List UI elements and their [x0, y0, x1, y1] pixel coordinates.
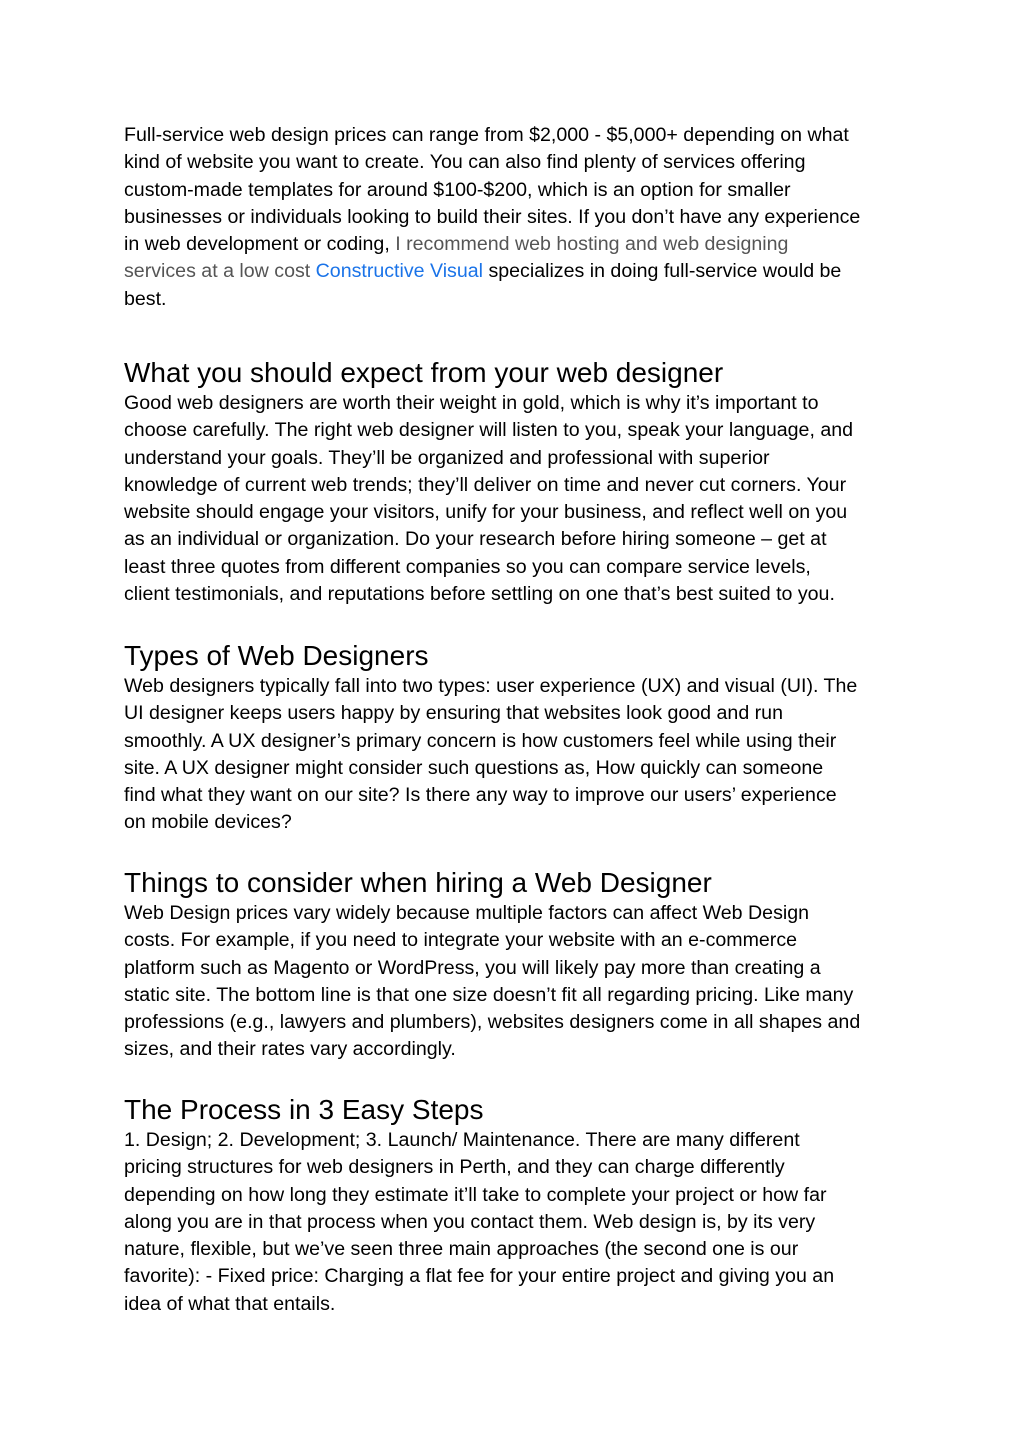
intro-gray-text: I recommend web hosting and web designing [395, 233, 789, 256]
intro-line-5 [124, 231, 860, 258]
section-heading: The Process in 3 Easy Steps [124, 1094, 484, 1125]
paragraph-line: understand your goals. They’ll be organized and professional with superior [124, 446, 770, 469]
paragraph-line: website should engage your visitors, unify for your business, and reflect well on you [124, 501, 848, 524]
section-types [124, 638, 857, 837]
section-expect [124, 355, 853, 608]
paragraph-line: as an individual or organization. Do your research before hiring someone – get at [124, 528, 827, 551]
paragraph-line: platform such as Magento or WordPress, you will likely pay more than creating a [124, 956, 821, 979]
paragraph-line: least three quotes from different companies so you can compare service levels, [124, 555, 811, 578]
paragraph-line: Web Design prices vary widely because multiple factors can affect Web Design [124, 902, 810, 924]
section-process [124, 1092, 834, 1318]
paragraph-line: professions (e.g., lawyers and plumbers), websites designers come in all shapes and [124, 1011, 861, 1034]
paragraph-line: UI designer keeps users happy by ensuring that websites look good and run [124, 702, 783, 725]
paragraph-line: idea of what that entails. [124, 1292, 336, 1315]
intro-line-5-text: in web development or coding, [124, 233, 396, 256]
paragraph-line: Web designers typically fall into two types: user experience (UX) and visual (UI). The [124, 675, 858, 697]
section-paragraph [124, 1127, 834, 1318]
paragraph-line: static site. The bottom line is that one size doesn’t fit all regarding pricing. Like many [124, 983, 854, 1006]
intro-line-2: kind of website you want to create. You can also find plenty of services offering [124, 151, 806, 174]
paragraph-line: sizes, and their rates vary accordingly. [124, 1038, 456, 1061]
intro-line-3: custom-made templates for around $100-$200, which is an option for smaller [124, 178, 791, 201]
paragraph-line: 1. Design; 2. Development; 3. Launch/ Maintenance. There are many different [124, 1129, 800, 1151]
paragraph-line: depending on how long they estimate it’ll take to complete your project or how far [124, 1183, 827, 1206]
paragraph-line: knowledge of current web trends; they’ll deliver on time and never cut corners. Your [124, 473, 847, 496]
section-paragraph [124, 673, 857, 837]
intro-line-6 [124, 258, 860, 285]
intro-line-1: Full-service web design prices can range from $2,000 - $5,000+ depending on what [124, 124, 849, 146]
intro-line-6-rest: specializes in doing full-service would be [483, 260, 842, 283]
intro-section [124, 122, 860, 313]
paragraph-line: on mobile devices? [124, 811, 292, 834]
paragraph-line: find what they want on our site? Is there any way to improve our users’ experience [124, 784, 837, 807]
intro-line-7: best. [124, 287, 167, 310]
paragraph-line: pricing structures for web designers in Perth, and they can charge differently [124, 1156, 785, 1179]
paragraph-line: choose carefully. The right web designer will listen to you, speak your language, and [124, 419, 854, 442]
paragraph-line: site. A UX designer might consider such questions as, How quickly can someone [124, 756, 824, 779]
section-consider [124, 865, 860, 1064]
constructive-visual-link[interactable]: Constructive Visual [315, 260, 484, 283]
intro-line-4: businesses or individuals looking to build their sites. If you don’t have any experience [124, 205, 861, 228]
paragraph-line: Good web designers are worth their weight in gold, which is why it’s important to [124, 392, 819, 414]
paragraph-line: nature, flexible, but we’ve seen three main approaches (the second one is our [124, 1238, 799, 1261]
paragraph-line: smoothly. A UX designer’s primary concern is how customers feel while using their [124, 729, 837, 752]
paragraph-line: favorite): - Fixed price: Charging a flat fee for your entire project and giving you an [124, 1265, 835, 1288]
section-heading: Things to consider when hiring a Web Designer [124, 867, 712, 898]
section-paragraph [124, 900, 860, 1064]
section-heading: Types of Web Designers [124, 640, 429, 671]
section-paragraph [124, 390, 853, 608]
intro-paragraph [124, 122, 860, 313]
paragraph-line: client testimonials, and reputations before settling on one that’s best suited to you. [124, 583, 835, 606]
paragraph-line: along you are in that process when you contact them. Web design is, by its very [124, 1210, 816, 1233]
section-heading: What you should expect from your web designer [124, 357, 724, 388]
paragraph-line: costs. For example, if you need to integrate your website with an e-commerce [124, 929, 798, 952]
intro-gray-text-2: services at a low cost [124, 260, 316, 283]
